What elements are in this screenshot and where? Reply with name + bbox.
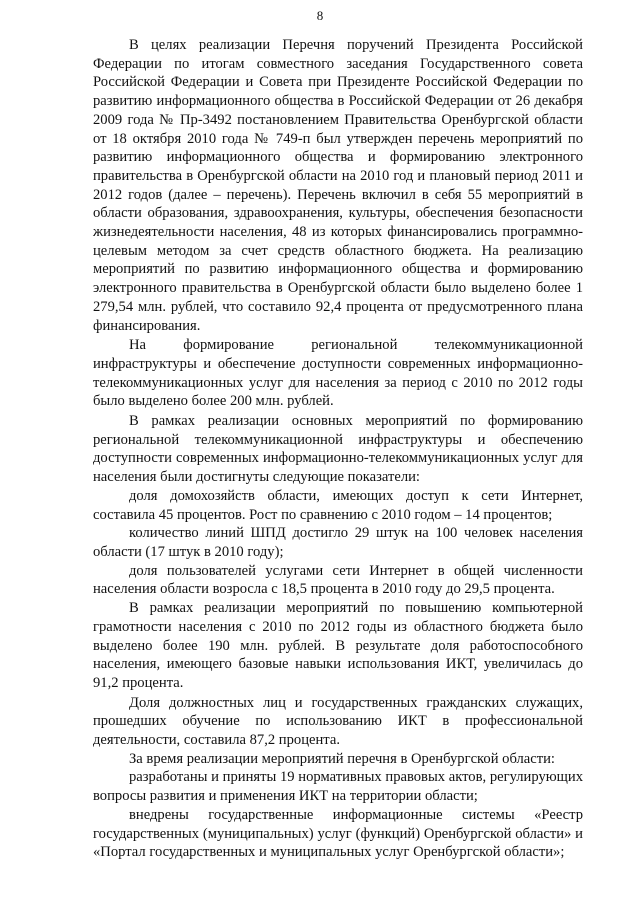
paragraph-5: количество линий ШПД достигло 29 штук на 100 человек населения области (17 штук в 2010 году);: [93, 525, 583, 560]
paragraph-1: В целях реализации Перечня поручений Президента Российской Федерации по итогам совместного заседания Государственного совета Российской Федерации и Совета при Президенте Российской Федерации по развитию информационного общества в Российской Федерации от 26 декабря 2009 года № Пр-3492 постановлением Правительства Оренбургской области от 18 октября 2010 года № 749-п был утвержден перечень мероприятий по развитию информационного общества и формированию электронного правительства в Оренбургской области на 2010 год и плановый период 2011 и 2012 годов (далее – перечень). Перечень включил в себя 55 мероприятий в области образования, здравоохранения, культуры, обеспечения безопасности жизнедеятельности населения, 48 из которых финансировались программно-целевым методом за счет средств областного бюджета. На реализацию мероприятий по развитию информационного общества и формированию электронного правительства в Оренбургской области было выделено более 1 279,54 млн. рублей, что составило 92,4 процента от предусмотренного плана финансирования.: [93, 37, 583, 334]
document-body: [93, 36, 583, 862]
paragraph-11: внедрены государственные информационные системы «Реестр государственных (муниципальных) услуг (функций) Оренбургской области» и «Портал государственных и муниципальных услуг Оренбургской области»;: [93, 806, 583, 861]
paragraph-9: За время реализации мероприятий перечня в Оренбургской области:: [129, 750, 555, 767]
paragraph-10: разработаны и приняты 19 нормативных правовых актов, регулирующих вопросы развития и применения ИКТ на территории области;: [93, 769, 583, 805]
page-number: 8: [316, 8, 324, 23]
paragraph-4: доля домохозяйств области, имеющих доступ к сети Интернет, составила 45 процентов. Рост по сравнению с 2010 годом – 14 процентов;: [93, 487, 583, 523]
paragraph-6: доля пользователей услугами сети Интернет в общей численности населения области возросла с 18,5 процента в 2010 году до 29,5 процента.: [93, 562, 583, 598]
paragraph-7: В рамках реализации мероприятий по повышению компьютерной грамотности населения с 2010 по 2012 годы из областного бюджета было выделено более 190 млн. рублей. В результате доля работоспособного населения, имеющего базовые навыки использования ИКТ, увеличилась до 91,2 процента.: [93, 600, 583, 691]
paragraph-8: Доля должностных лиц и государственных гражданских служащих, прошедших обучение по использованию ИКТ в профессиональной деятельности, составила 87,2 процента.: [93, 694, 583, 749]
paragraph-2: На формирование региональной телекоммуникационной инфраструктуры и обеспечение доступности современных информационно-телекоммуникационных услуг для населения за период с 2010 по 2012 годы было выделено более 200 млн. рублей.: [93, 337, 583, 410]
paragraph-3: В рамках реализации основных мероприятий по формированию региональной телекоммуникационной инфраструктуры и обеспечению доступности современных информационно-телекоммуникационных услуг для населения были достигнуты следующие показатели:: [93, 413, 583, 486]
